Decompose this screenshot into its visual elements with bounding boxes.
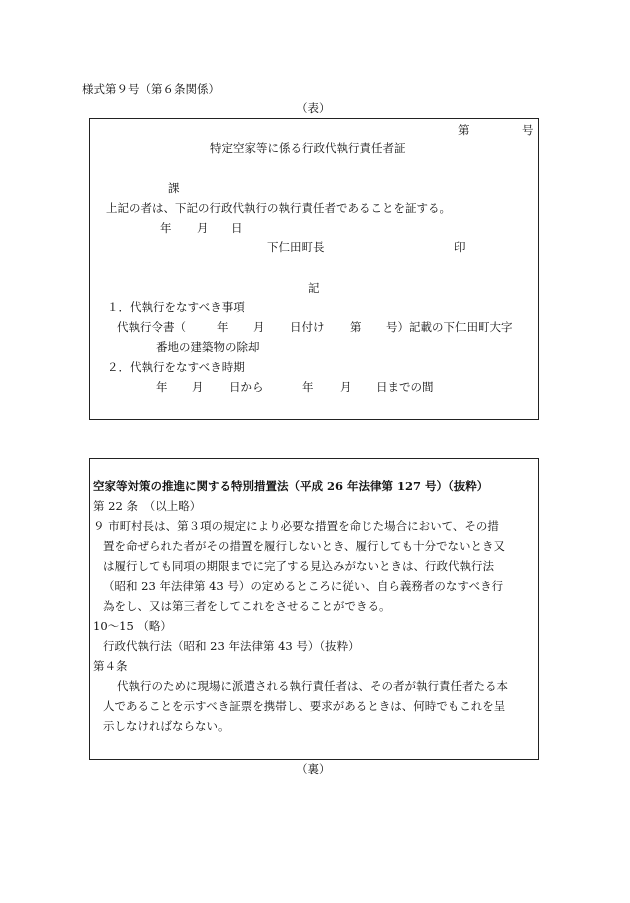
issuer-name: 下仁田町長 [267,240,325,254]
period-day-from: 日から [229,380,264,394]
article4-line: 示しなければならない。 [103,719,230,733]
number-go: 号 [522,123,534,137]
ki-heading: 記 [308,281,320,295]
order-day-dated: 日付け [290,320,325,334]
para9-line: 為をし、又は第三者をしてこれをさせることができる。 [103,599,391,613]
form-number-label: 様式第９号（第６条関係） [82,82,220,96]
law2-title: 行政代執行法（昭和 23 年法律第 43 号）（抜粋） [103,639,360,653]
certificate-statement: 上記の者は、下記の行政代執行の執行責任者であることを証する。 [106,201,451,215]
period-month-from: 月 [192,380,204,394]
period-day-to: 日までの間 [376,380,434,394]
order-go-location: 号）記載の下仁田町大字 [386,320,513,334]
date-month: 月 [197,221,209,235]
article4-line: 代執行のために現場に派遣される執行責任者は、その者が執行責任者たる本 [117,679,508,693]
article4-line: 人であることを示すべき証票を携帯し、要求があるときは、何時でもこれを呈 [103,699,506,713]
date-year: 年 [160,221,172,235]
order-month: 月 [253,320,265,334]
front-side-label: （表） [296,101,331,115]
para9-line: 置を命ぜられた者がその措置を履行しないとき、履行しても十分でないとき又 [103,539,506,553]
back-side-label: （裏） [296,762,331,776]
certificate-box [89,118,539,420]
seal-mark: 印 [454,240,466,254]
number-dai: 第 [458,123,470,137]
article-22: 第 22 条 （以上略） [93,499,202,513]
date-day: 日 [231,221,243,235]
para9-line: （昭和 23 年法律第 43 号）の定めるところに従い、自ら義務者のなすべき行 [103,579,504,593]
period-year-to: 年 [302,380,314,394]
law-title: 空家等対策の推進に関する特別措置法（平成 26 年法律第 127 号）（抜粋） [93,479,489,493]
period-year-from: 年 [156,380,168,394]
order-year: 年 [217,320,229,334]
certificate-title: 特定空家等に係る行政代執行責任者証 [210,141,406,155]
article-4: 第４条 [93,659,128,673]
para-10-15: 10〜15 （略） [93,619,172,633]
department-suffix: 課 [168,181,180,195]
item1-title: １．代執行をなすべき事項 [107,300,245,314]
order-label: 代執行令書（ [117,320,186,334]
period-month-to: 月 [340,380,352,394]
item2-title: ２．代執行をなすべき時期 [107,360,245,374]
item1-line2: 番地の建築物の除却 [156,340,260,354]
order-dai: 第 [350,320,362,334]
para9-line: ９ 市町村長は、第３項の規定により必要な措置を命じた場合において、その措 [93,519,499,533]
para9-line: は履行しても同項の期限までに完了する見込みがないときは、行政代執行法 [103,559,494,573]
